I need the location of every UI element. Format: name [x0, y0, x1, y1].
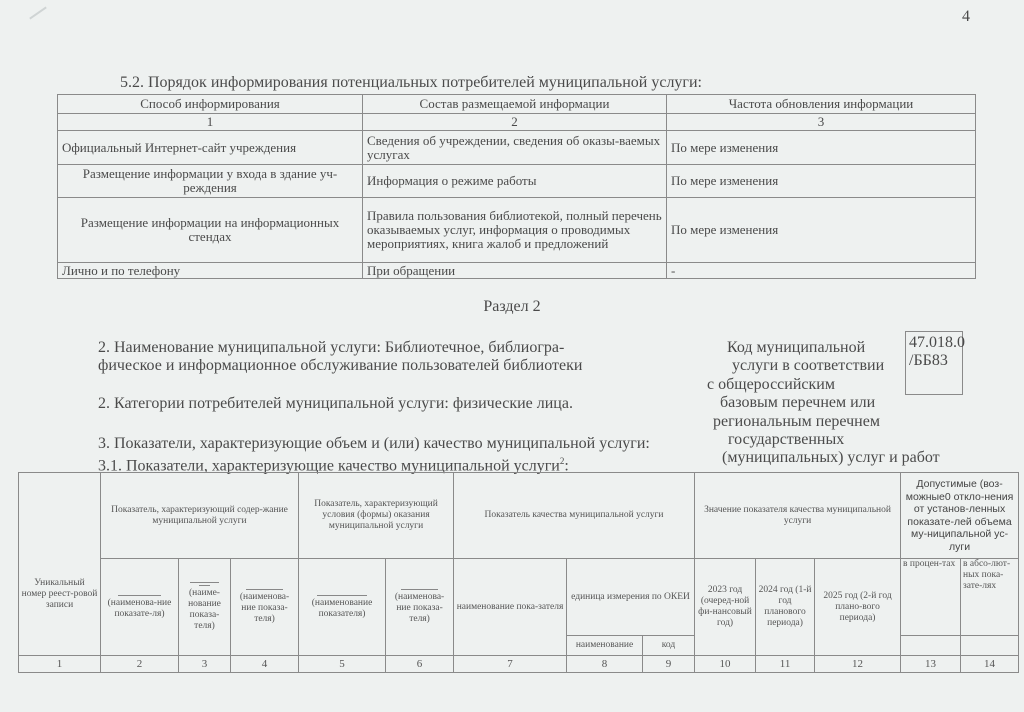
col-number: 2: [363, 114, 667, 131]
code-label-line: базовым перечнем или: [720, 394, 876, 412]
empty-cell: [961, 636, 1019, 656]
service-name-line-1: 2. Наименование муниципальной услуги: Библиотечное, библиогра-: [98, 339, 565, 356]
col-number: 9: [643, 656, 695, 673]
col-number: 14: [961, 656, 1019, 673]
subheader-c3: [179, 559, 231, 656]
subheader-okei-name: наименование: [567, 636, 643, 656]
informing-table: [57, 94, 976, 279]
table-header-row: [19, 473, 1019, 559]
subheader-c6-text: (наименова-ние показа-теля): [394, 592, 445, 624]
scan-artifact: [29, 6, 47, 19]
col-number: 4: [231, 656, 299, 673]
header-allowed-deviations: Допустимые (воз-можные0 откло-нения от установ-ленных показате-лей объема му-ниципальной ус-луги: [901, 473, 1019, 559]
table-row: [58, 131, 976, 165]
table-subheader-row: [19, 559, 1019, 636]
subheader-c5: [299, 559, 386, 656]
blank-line: [401, 589, 439, 590]
subheader-c6: [386, 559, 454, 656]
header-frequency: Частота обновления информации: [667, 95, 976, 114]
frequency-cell: По мере изменения: [667, 131, 976, 165]
method-cell: Размещение информации у входа в здание уч-реждения: [58, 165, 363, 198]
page-number: 4: [962, 8, 970, 25]
blank-line: [317, 595, 366, 596]
subheader-percent: в процен-тах: [901, 559, 961, 636]
section-heading: Раздел 2: [483, 298, 541, 315]
frequency-cell: По мере изменения: [667, 165, 976, 198]
service-code-box: [905, 331, 963, 395]
col-number: 13: [901, 656, 961, 673]
code-label-line: государственных: [728, 431, 845, 449]
frequency-cell: По мере изменения: [667, 198, 976, 263]
code-label-line: с общероссийским: [707, 375, 835, 393]
subheader-c5-text: (наименование показателя): [311, 597, 373, 619]
service-name-line-2: фическое и информационное обслуживание пользователей библиотеки: [98, 357, 583, 374]
quality-indicators-colon: :: [564, 457, 569, 475]
header-unique-number: Уникальный номер реест-ровой записи: [19, 473, 101, 656]
col-number: 6: [386, 656, 454, 673]
subheader-okei-code: код: [643, 636, 695, 656]
column-numbers-row: [19, 656, 1019, 673]
subheader-c4: [231, 559, 299, 656]
service-code-line-1: 47.018.0: [909, 334, 965, 351]
subheader-c4-text: (наименова-ние показа-теля): [239, 592, 290, 624]
quality-indicators-table: [18, 472, 1019, 673]
code-label-line: региональным перечнем: [713, 412, 880, 430]
col-number: 10: [695, 656, 756, 673]
header-conditions-indicator: Показатель, характеризующий условия (формы) оказания муниципальной услуги: [299, 473, 454, 559]
section-5-2-title: 5.2. Порядок информирования потенциальных потребителей муниципальной услуги:: [120, 74, 702, 91]
blank-line: [190, 582, 218, 583]
col-number: 1: [58, 114, 363, 131]
subheader-absolute: в абсо-лют-ных пока-зате-лях: [961, 559, 1019, 636]
frequency-cell: -: [667, 263, 976, 279]
content-cell: Правила пользования библиотекой, полный перечень оказываемых услуг, информация о проводимых мероприятиях, книга жалоб и предложений: [363, 198, 667, 263]
column-numbers-row: [58, 114, 976, 131]
consumer-categories: 2. Категории потребителей муниципальной услуги: физические лица.: [98, 395, 573, 412]
table-row: [58, 165, 976, 198]
code-label-line: услуги в соответствии: [732, 357, 885, 375]
code-label-line: Код муниципальной: [727, 339, 866, 356]
subheader-c2-text: (наименова-ние показате-ля): [107, 597, 172, 619]
col-number: 5: [299, 656, 386, 673]
subheader-2025: 2025 год (2-й год плано-вого периода): [815, 559, 901, 656]
subheader-2024: 2024 год (1-й год планового периода): [756, 559, 815, 656]
content-cell: Информация о режиме работы: [363, 165, 667, 198]
subheader-c2: [101, 559, 179, 656]
subheader-c3-text: (наиме-нование показа-теля): [188, 588, 221, 631]
method-cell: Лично и по телефону: [58, 263, 363, 279]
subheader-2023: 2023 год (очеред-ной фи-нансовый год): [695, 559, 756, 656]
col-number: 2: [101, 656, 179, 673]
quality-indicators-text: 3.1. Показатели, характеризующие качество муниципальной услуги: [98, 457, 560, 475]
header-quality-indicator: Показатель качества муниципальной услуги: [454, 473, 695, 559]
col-number: 1: [19, 656, 101, 673]
col-number: 11: [756, 656, 815, 673]
content-cell: Сведения об учреждении, сведения об оказы-ваемых услугах: [363, 131, 667, 165]
col-number: 3: [179, 656, 231, 673]
method-cell: Официальный Интернет-сайт учреждения: [58, 131, 363, 165]
table-header-row: [58, 95, 976, 114]
empty-cell: [901, 636, 961, 656]
header-content: Состав размещаемой информации: [363, 95, 667, 114]
code-label-line: (муниципальных) услуг и работ: [722, 449, 940, 467]
blank-line: [118, 595, 162, 596]
method-cell: Размещение информации на информационных стендах: [58, 198, 363, 263]
table-row: [58, 198, 976, 263]
col-number: 12: [815, 656, 901, 673]
col-number: 3: [667, 114, 976, 131]
header-quality-value: Значение показателя качества муниципальной услуги: [695, 473, 901, 559]
blank-line: [246, 589, 284, 590]
subheader-c7: наименование пока-зателя: [454, 559, 567, 656]
header-method: Способ информирования: [58, 95, 363, 114]
blank-line: [199, 585, 211, 586]
col-number: 7: [454, 656, 567, 673]
table-row: [58, 263, 976, 279]
footnote-marker: 2: [559, 456, 565, 466]
col-number: 8: [567, 656, 643, 673]
subheader-okei: единица измерения по ОКЕИ: [567, 559, 695, 636]
service-code-line-2: /ББ83: [909, 352, 948, 369]
content-cell: При обращении: [363, 263, 667, 279]
indicators-heading: 3. Показатели, характеризующие объем и (или) качество муниципальной услуги:: [98, 435, 650, 452]
header-content-indicator: Показатель, характеризующий содер-жание муниципальной услуги: [101, 473, 299, 559]
